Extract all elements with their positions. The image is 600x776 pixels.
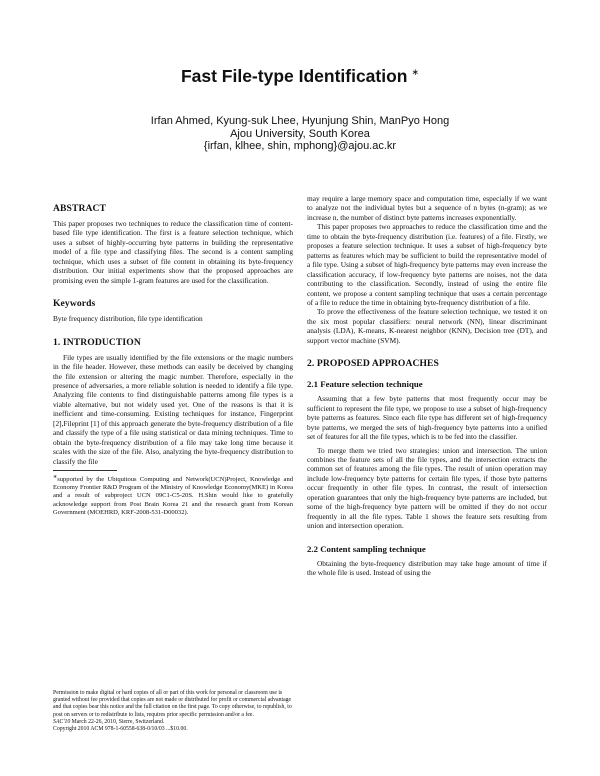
keywords-heading: Keywords xyxy=(53,298,96,310)
author-emails: {irfan, klhee, shin, mphong}@ajou.ac.kr xyxy=(203,140,397,153)
keywords-text: Byte frequency distribution, file type identification xyxy=(53,314,203,324)
footnote xyxy=(53,474,293,517)
abstract-heading: ABSTRACT xyxy=(53,203,107,214)
venue-details: March 22-26, 2010, Sierre, Switzerland. xyxy=(70,718,165,725)
intro-continuation: may require a large memory space and computation time, especially if we want to analyze not the individual bytes but a sequence of n bytes (n-gram); as we increase n, the number of distinct byte patterns increases exponentially. xyxy=(307,194,547,222)
footnote-rule xyxy=(53,470,117,471)
abstract-text: This paper proposes two techniques to reduce the classification time of content-based file type identification. The first is a feature selection technique, which uses a subset of highly-occurring byte patterns in building the representative model of a file type and classifying files. The second is a content sampling technique, which uses a subset of file content in obtaining its byte-frequency distribution. Our initial experiments show that the proposed approaches are promising even the simple 1-gram features are used for the classification. xyxy=(53,219,293,285)
intro-paragraph-3: To prove the effectiveness of the feature selection technique, we tested it on the six most popular classifiers: neural network (NN), linear discriminant analysis (LDA), K-means, K-nearest neighbor (KNN), Decision tree (DT), and support vector machine (SVM). xyxy=(307,307,547,345)
paper-title xyxy=(0,66,600,87)
author-names: Irfan Ahmed, Kyung-suk Lhee, Hyunjung Shin, ManPyo Hong xyxy=(150,115,450,127)
venue-line xyxy=(53,719,293,726)
section-2-heading: 2. PROPOSED APPROACHES xyxy=(307,358,439,370)
title-footnote-mark: ∗ xyxy=(411,67,420,78)
author-block xyxy=(0,115,600,153)
intro-paragraph-2: This paper proposes two approaches to reduce the classification time and the time to obtain the byte-frequency distribution (i.e. features) of a file. Firstly, we proposes a feature selection technique. It uses a subset of high-frequency byte patterns as features which may be sufficient to build the representative model of a file type. Using a subset of high-frequency byte patterns may even increase the classification accuracy, if low-frequency byte patterns are noises, not the data contributing to the classification. Secondly, instead of using the entire file content, we propose a content sampling technique that uses a certain percentage of a file to reduce the time in obtaining byte-frequency distribution of a file. xyxy=(307,222,547,307)
feature-selection-paragraph-2: To merge them we tried two strategies: union and intersection. The union combines the feature sets of all the file types, and the intersection extracts the common set of features among the file types. The result of union operation may include low-frequency byte patterns for certain file types, if those byte patterns occur frequently in other file types. In contrast, the result of intersection operation guarantees that only the high-frequency byte patterns are included, but some of the high-frequency byte pattern will be omitted if they do not occur frequently in all the file types. Table 1 shows the feature sets resulting from union and intersection operation. xyxy=(307,445,547,531)
content-sampling-paragraph: Obtaining the byte-frequency distribution may take huge amount of time if the whole file is used. Instead of using the xyxy=(307,558,547,578)
affiliation: Ajou University, South Korea xyxy=(230,127,370,140)
venue-name: SAC'10 xyxy=(53,718,71,725)
introduction-paragraph: File types are usually identified by the file extensions or the magic numbers in the file header. However, these methods can easily be deceived by changing the file extension or altering the magic number. Therefore, especially in the presence of adversaries, a more reliable solution is needed to identify a file type. Analyzing file contents to find distinguishable patterns among file types is a viable alternative, but not widely used yet. One of the reasons is that it is inefficient and time-consuming. Existing techniques for instance, Fingerprint [2],Fileprint [1] of this approach generate the byte-frequency distribution of a file and classify the type of a file using statistical or data mining techniques. Time to obtain the byte-frequency distribution of a file may take long time because it scales with the size of the file. Also, analyzing the byte-frequency distribution to classify the file xyxy=(53,352,293,466)
permission-text: Permission to make digital or hard copies of all or part of this work for personal or classroom use is granted without fee provided that copies are not made or distributed for profit or commercial advantage and that copies bear this notice and the full citation on the first page. To copy otherwise, to republish, to post on servers or to redistribute to lists, requires prior specific permission and/or a fee. xyxy=(53,690,292,718)
title-text: Fast File-type Identification xyxy=(180,66,408,86)
subsection-2-1-heading: 2.1 Feature selection technique xyxy=(307,379,423,390)
right-column xyxy=(307,194,547,578)
subsection-2-2-heading: 2.2 Content sampling technique xyxy=(307,543,426,554)
permission-block xyxy=(53,690,293,733)
feature-selection-paragraph-1: Assuming that a few byte patterns that most frequently occur may be sufficient to represent the file type, we propose to use a subset of high-frequency byte patterns as features. Since each file type has different set of high-frequency byte patterns, we merged the sets of high-frequency byte patterns into a unified set of features for all the file types, which is to be fed into the classifier. xyxy=(307,394,547,442)
footnote-marker: ∗ xyxy=(53,475,58,481)
copyright-line: Copyright 2010 ACM 978-1-60558-638-0/10/03 ...$10.00. xyxy=(53,726,188,733)
footnote-text: supported by the Ubiquitous Computing and Network(UCN)Project, Knowledge and Economy Frontier R&D Program of the Ministry of Knowledge Economy(MKE) in Korea and a result of subproject UCN 09C1-C5-20S. H.Shin would like to gratefully acknowledge support from Post Brain Korea 21 and the research grant from Korean Government (MOEHRD, KRF-2008-531-D00032). xyxy=(53,476,293,516)
introduction-heading: 1. INTRODUCTION xyxy=(53,336,141,348)
left-column xyxy=(53,203,293,517)
